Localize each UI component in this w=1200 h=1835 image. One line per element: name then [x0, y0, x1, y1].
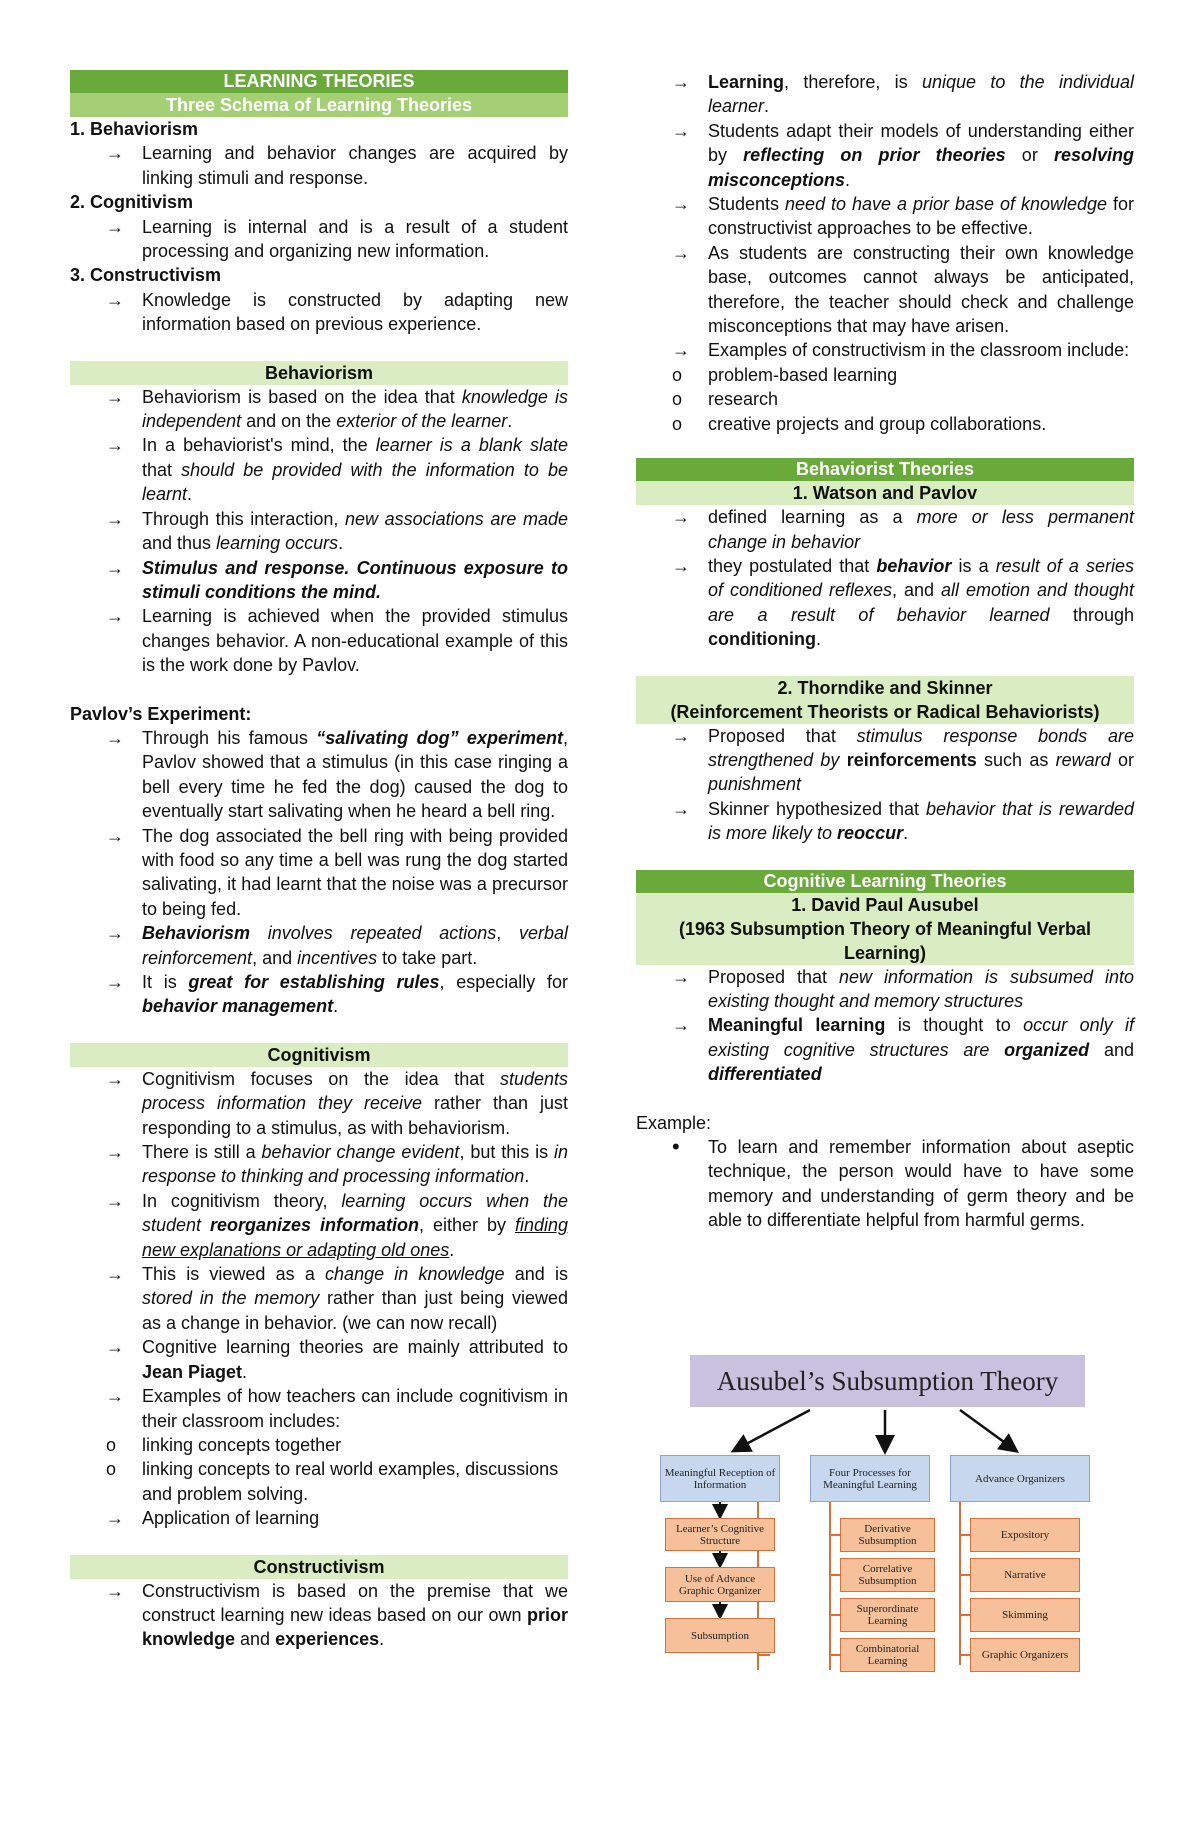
diagram-box-superordinate: Superordinate Learning [840, 1598, 935, 1632]
ausubel-diagram [655, 1355, 1130, 1705]
diagram-box-subsumption: Subsumption [665, 1618, 775, 1653]
sub-list-item: o research [708, 387, 1134, 411]
list-item: → Cognitivism focuses on the idea that students process information they receive rather than just responding to a stimulus, as with behaviorism. [142, 1067, 568, 1140]
constructivism-continued-list [636, 70, 1134, 436]
pavlov-heading: Pavlov’s Experiment: [70, 703, 252, 724]
list-item: → Constructivism is based on the premise that we construct learning new ideas based on our own prior knowledge and experiences. [142, 1579, 568, 1652]
list-item: → As students are constructing their own knowledge base, outcomes cannot always be anticipated, therefore, the teacher should check and challenge misconceptions that may have arisen. [708, 241, 1134, 339]
list-item: → they postulated that behavior is a result of a series of conditioned reflexes, and all emotion and thought are a result of behavior learned through conditioning. [708, 554, 1134, 652]
cognitivism-heading: Cognitivism [70, 1043, 568, 1067]
schema-text-1: → Learning and behavior changes are acquired by linking stimuli and response. [142, 141, 568, 190]
example-list [636, 1135, 1134, 1233]
thorndike-skinner-heading [636, 676, 1134, 724]
list-item: → Skinner hypothesized that behavior that is rewarded is more likely to reoccur. [708, 797, 1134, 846]
list-item: → There is still a behavior change evident, but this is in response to thinking and processing information. [142, 1140, 568, 1189]
watson-pavlov-list [636, 505, 1134, 651]
diagram-box-skimming: Skimming [970, 1598, 1080, 1632]
thorndike-skinner-title: 2. Thorndike and Skinner [777, 677, 993, 698]
pavlov-list [70, 726, 568, 1019]
thorndike-skinner-subtitle: (Reinforcement Theorists or Radical Behaviorists) [670, 701, 1100, 722]
sub-list-item: o creative projects and group collaborations. [708, 412, 1134, 436]
list-item: → Examples of constructivism in the classroom include: o problem-based learning o research o creative projects and group collaborations. [708, 338, 1134, 436]
thorndike-skinner-list [636, 724, 1134, 846]
sub-list-item: o problem-based learning [708, 363, 1134, 387]
diagram-box-derivative: Derivative Subsumption [840, 1518, 935, 1552]
list-item: → Through this interaction, new associations are made and thus learning occurs. [142, 507, 568, 556]
page-title: LEARNING THEORIES [70, 70, 568, 93]
diagram-box-four-processes: Four Processes for Meaningful Learning [810, 1455, 930, 1502]
right-column [636, 70, 1134, 1233]
schema-heading-2: 2. Cognitivism [70, 192, 194, 213]
list-item: → Proposed that stimulus response bonds are strengthened by reinforcements such as reward or punishment [708, 724, 1134, 797]
list-item: → Cognitive learning theories are mainly attributed to Jean Piaget. [142, 1335, 568, 1384]
diagram-box-cognitive-structure: Learner’s Cognitive Structure [665, 1518, 775, 1551]
list-item: → It is great for establishing rules, especially for behavior management. [142, 970, 568, 1019]
constructivism-heading: Constructivism [70, 1555, 568, 1579]
list-item: → Behaviorism involves repeated actions, verbal reinforcement, and incentives to take part. [142, 921, 568, 970]
ausubel-title: 1. David Paul Ausubel [791, 894, 979, 915]
list-item: → Examples of how teachers can include cognitivism in their classroom includes: o linking concepts together o linking concepts to real world examples, discussions and problem solving. [142, 1384, 568, 1506]
arrow-line [735, 1410, 810, 1450]
watson-pavlov-heading: 1. Watson and Pavlov [636, 481, 1134, 505]
behaviorism-heading: Behaviorism [70, 361, 568, 385]
diagram-box-reception: Meaningful Reception of Information [660, 1455, 780, 1502]
diagram-box-narrative: Narrative [970, 1558, 1080, 1592]
diagram-box-graphic-organizers: Graphic Organizers [970, 1638, 1080, 1672]
list-item: → This is viewed as a change in knowledge and is stored in the memory rather than just being viewed as a change in behavior. (we can now recall) [142, 1262, 568, 1335]
diagram-box-graphic-organizer: Use of Advance Graphic Organizer [665, 1567, 775, 1602]
list-item: → In cognitivism theory, learning occurs when the student reorganizes information, either by finding new explanations or adapting old ones. [142, 1189, 568, 1262]
list-item: → Meaningful learning is thought to occur only if existing cognitive structures are organized and differentiated [708, 1013, 1134, 1086]
list-item: → Through his famous “salivating dog” experiment, Pavlov showed that a stimulus (in this case ringing a bell every time he fed the dog) caused the dog to eventually start salivating when he heard a bell ring. [142, 726, 568, 824]
list-item: → Stimulus and response. Continuous exposure to stimuli conditions the mind. [142, 556, 568, 605]
list-item: → defined learning as a more or less permanent change in behavior [708, 505, 1134, 554]
constructivism-list [70, 1579, 568, 1652]
cognitivism-list [70, 1067, 568, 1531]
cognitive-theories-heading: Cognitive Learning Theories [636, 870, 1134, 893]
diagram-title: Ausubel’s Subsumption Theory [690, 1355, 1085, 1407]
schema-text-2: → Learning is internal and is a result of a student processing and organizing new information. [142, 215, 568, 264]
diagram-box-combinatorial: Combinatorial Learning [840, 1638, 935, 1672]
list-item: → Learning, therefore, is unique to the individual learner. [708, 70, 1134, 119]
schema-heading-1: 1. Behaviorism [70, 119, 199, 139]
diagram-box-advance-organizers: Advance Organizers [950, 1455, 1090, 1502]
ausubel-heading [636, 893, 1134, 965]
list-item: • To learn and remember information about aseptic technique, the person would have to have some memory and understanding of germ theory and be able to differentiate helpful from harmful germs. [708, 1135, 1134, 1233]
left-column [70, 70, 568, 1652]
behaviorism-list [70, 385, 568, 678]
list-item: → In a behaviorist's mind, the learner is a blank slate that should be provided with the information to be learnt. [142, 433, 568, 506]
arrow-line [960, 1410, 1015, 1450]
list-item: → Students adapt their models of understanding either by reflecting on prior theories or resolving misconceptions. [708, 119, 1134, 192]
schema-heading-3: 3. Constructivism [70, 265, 222, 286]
list-item: → Application of learning [142, 1506, 568, 1530]
diagram-box-expository: Expository [970, 1518, 1080, 1552]
ausubel-subtitle: (1963 Subsumption Theory of Meaningful Verbal Learning) [678, 918, 1092, 963]
list-item: → Behaviorism is based on the idea that knowledge is independent and on the exterior of the learner. [142, 385, 568, 434]
list-item: → Students need to have a prior base of knowledge for constructivist approaches to be effective. [708, 192, 1134, 241]
sub-list-item: o linking concepts together [142, 1433, 568, 1457]
diagram-box-correlative: Correlative Subsumption [840, 1558, 935, 1592]
sub-list-item: o linking concepts to real world examples, discussions and problem solving. [142, 1457, 568, 1506]
example-label: Example: [636, 1112, 712, 1133]
schema-text-3: → Knowledge is constructed by adapting new information based on previous experience. [142, 288, 568, 337]
list-item: → Proposed that new information is subsumed into existing thought and memory structures [708, 965, 1134, 1014]
list-item: → Learning is achieved when the provided stimulus changes behavior. A non-educational example of this is the work done by Pavlov. [142, 604, 568, 677]
schema-subtitle: Three Schema of Learning Theories [70, 93, 568, 117]
ausubel-list [636, 965, 1134, 1087]
behaviorist-theories-heading: Behaviorist Theories [636, 458, 1134, 481]
list-item: → The dog associated the bell ring with being provided with food so any time a bell was rung the dog started salivating, it had learnt that the noise was a precursor to being fed. [142, 824, 568, 922]
